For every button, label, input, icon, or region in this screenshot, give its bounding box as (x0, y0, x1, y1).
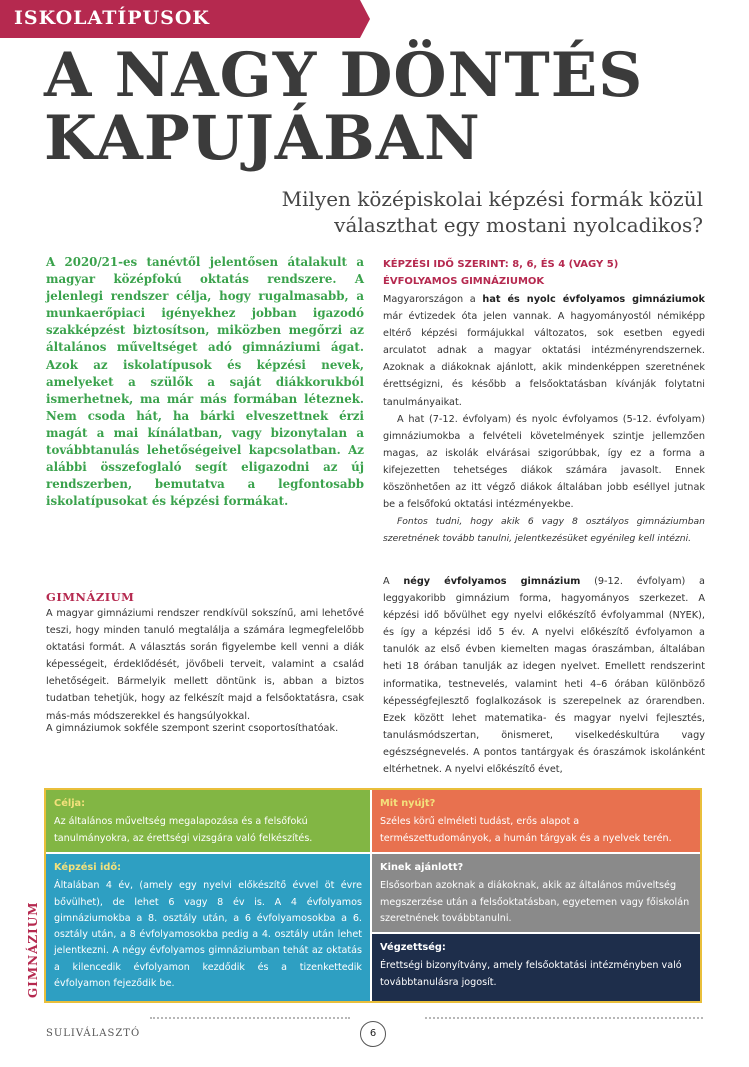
p4-post: (9-12. évfolyam) a leggyakoribb gimnázium forma, hagyományos szerkezet. A képzési idő bővülhet egy nyelvi előkészítő évfolyammal (NYEK), és így a képzési idő 5 év. A nyelvi előkészítő évfolyamon a tanulók az első évben kiemelten magas óraszámban, általában heti 18 órában tanulják az idegen nyelvet. Emellett rendszerint informatika, testnevelés, valamint heti 4–6 órában különböző képességfejlesztő foglalkozások is szerepelnek az órarendben. Ezek között lehet matematika- és magyar nyelvi fejlesztés, tanulásmódszertan, önismeret, viselkedéskultúra vagy egészségnevelés. A pontos tantárgyak és óraszámok iskolánként eltérhetnek. A nyelvi előkészítő évet, (383, 576, 705, 776)
cell-goal-text: Az általános műveltség megalapozása és a felsőfokú tanulmányokra, az érettségi vizsgára való felkészítés. (54, 816, 313, 844)
section-tag: ISKOLATÍPUSOK (14, 7, 210, 29)
p1-bold: hat és nyolc évfolyamos gimnáziumok (482, 294, 705, 305)
p1-post: már évtizedek óta jelen vannak. A hagyományostól némiképp eltérő képzési formájukkal változatos, sok esetben egyedi arculatot adnak a magyar oktatási intézményrendszernek. Azoknak a diákoknak ajánlott, akik mindenképpen szeretnének érettségizni, és később a felsőoktatásban kívánják folytatni tanulmányaikat. (383, 311, 705, 408)
cell-goal (46, 790, 370, 852)
p4-pre: A (383, 576, 404, 587)
table-side-label-wrap (22, 808, 42, 998)
gimnazium-paragraph-1: A magyar gimnáziumi rendszer rendkívül sokszínű, ami lehetővé teszi, hogy minden tanuló megtalálja a számára legmegfelelőbb oktatási formát. A választás során figyelembe kell venni a diák képességeit, érdeklődését, jövőbeli terveit, valamint a család lehetőségeit. Bármelyik mellett döntünk is, abban a biztos tudatban tehetjük, hogy az felkészít majd a felsőoktatásra, csak más-más módszerekkel és hangsúlyokkal. (46, 608, 364, 722)
title-line-1: A NAGY DÖNTÉS (44, 40, 644, 111)
cell-time-text: Általában 4 év, (amely egy nyelvi előkészítő évvel öt évre bővülhet), de lehet 6 vagy 8 év is. A 4 évfolyamos gimnáziumokba a 8. osztály után, a 6 évfolyamosokba a 6. osztály után, a 8 évfolyamosokba pedig a 4. osztály után lehet jelentkezni. A négy évfolyamos gimnáziumban tehát az oktatás a kilencedik évfolyamon kezdődik és a tizenkettedik évfolyamon fejeződik be. (54, 880, 362, 990)
cell-rec-label: Kinek ajánlott? (380, 862, 464, 873)
cell-offer (372, 790, 700, 852)
cell-rec-text: Elsősorban azoknak a diákoknak, akik az általános műveltség megszerzése után a felsőoktatásban, egyetemen vagy főiskolán szeretnének továbbtanulni. (380, 880, 690, 924)
cell-time-label: Képzési idő: (54, 862, 122, 873)
cell-offer-label: Mit nyújt? (380, 798, 436, 809)
section-heading-gimnazium: GIMNÁZIUM (46, 590, 135, 604)
right-text-block-2 (383, 573, 705, 778)
cell-training-time (46, 854, 370, 1001)
page-number: 6 (360, 1021, 386, 1047)
cell-degree (372, 934, 700, 1001)
subtitle-line-2: választhat egy mostani nyolcadikos? (334, 213, 703, 237)
cell-offer-text: Széles körű elméleti tudást, erős alapot a természettudományok, a humán tárgyak és a nyelvek terén. (380, 816, 672, 844)
cell-goal-label: Célja: (54, 798, 86, 809)
paragraph-negy-evfolyamos (383, 573, 705, 778)
paragraph-hat-nyolc (383, 291, 705, 411)
p4-bold: négy évfolyamos gimnázium (403, 576, 581, 587)
subheading-training-time: KÉPZÉSI IDŐ SZERINT: 8, 6, ÉS 4 (VAGY 5) (383, 259, 619, 270)
subheading-grades: ÉVFOLYAMOS GIMNÁZIUMOK (383, 276, 545, 287)
gimnazium-paragraph-2: A gimnáziumok sokféle szempont szerint csoportosíthatóak. (46, 723, 339, 734)
p1-pre: Magyarországon a (383, 294, 483, 305)
paragraph-note: Fontos tudni, hogy akik 6 vagy 8 osztályos gimnáziumban szeretnének tovább tanulni, jelentkezésüket egyénileg kell intézni. (383, 516, 705, 545)
subtitle (203, 186, 703, 238)
title-line-2: KAPUJÁBAN (44, 103, 481, 174)
cell-recommended (372, 854, 700, 932)
paragraph-felveteli: A hat (7-12. évfolyam) és nyolc évfolyamos (5-12. évfolyam) gimnáziumokba a felvételi követelmények szintje jellemzően magas, az iskolák elvárásai szigorúbbak, így ez a forma a kifejezetten tehetséges diákok számára javasolt. Ennek köszönhetően az itt végző diákok általában jobb eséllyel jutnak be a felsőfokú oktatási intézményekbe. (383, 413, 705, 511)
right-text-block-1 (383, 291, 705, 547)
table-side-label: GIMNÁZIUM (26, 901, 40, 998)
footer-magazine-name: SULIVÁLASZTÓ (46, 1028, 141, 1039)
footer-divider-left (150, 1017, 350, 1019)
cell-degree-label: Végzettség: (380, 942, 446, 953)
subtitle-line-1: Milyen középiskolai képzési formák közül (281, 187, 703, 211)
footer-divider-right (425, 1017, 703, 1019)
page-title (44, 40, 724, 174)
cell-degree-text: Érettségi bizonyítvány, amely felsőoktatási intézményben való továbbtanulásra jogosít. (380, 960, 682, 988)
lead-paragraph: A 2020/21-es tanévtől jelentősen átalakult a magyar középfokú oktatás rendszere. A jelenlegi rendszer célja, hogy rugalmasabb, a munkaerőpiaci igényekhez jobban igazodó szakképzést biztosítson, miközben megőrzi az általános műveltséget adó gimnáziumi ágat. Azok az iskolatípusok és képzési nevek, amelyeket a szülők a saját diákkorukból ismerhetnek, ma már más formában léteznek. Nem csoda hát, ha bárki elveszettnek érzi magát a mai kínálatban, vagy bizonytalan a továbbtanulás lehetőségeivel kapcsolatban. Az alábbi összefoglaló segít eligazodni az új rendszerben, bemutatva a legfontosabb iskolatípusokat és képzési formákat. (46, 255, 364, 509)
